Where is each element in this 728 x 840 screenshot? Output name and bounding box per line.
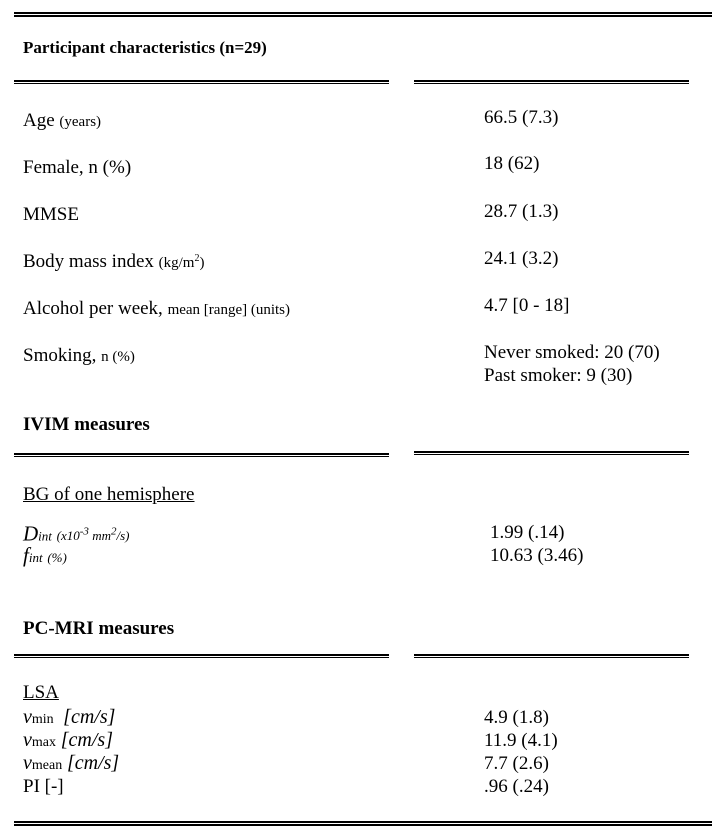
label-text: Female, n (%) bbox=[23, 157, 132, 178]
row-value-vmean: 7.7 (2.6) bbox=[484, 753, 549, 774]
row-label-female bbox=[23, 157, 131, 179]
header-rule-right bbox=[414, 80, 689, 84]
row-label-smoking bbox=[23, 345, 135, 367]
row-value-mmse: 28.7 (1.3) bbox=[484, 201, 559, 222]
label-text: Smoking, bbox=[23, 345, 97, 366]
symbol: v bbox=[23, 706, 32, 728]
header-rule-left bbox=[14, 80, 389, 84]
ivim-subheading: BG of one hemisphere bbox=[23, 484, 195, 505]
label-unit bbox=[159, 255, 205, 271]
row-label-vmax bbox=[23, 729, 113, 754]
symbol: f bbox=[23, 543, 29, 567]
section-heading-ivim: IVIM measures bbox=[23, 414, 150, 435]
label-text: MMSE bbox=[23, 204, 79, 225]
row-value-pi: .96 (.24) bbox=[484, 776, 549, 797]
unit: [-] bbox=[44, 776, 64, 797]
row-value-alcohol: 4.7 [0 - 18] bbox=[484, 295, 570, 316]
pcmri-rule-left bbox=[14, 654, 389, 658]
row-value-smoking bbox=[484, 341, 660, 387]
unit-exp2: 2 bbox=[110, 526, 117, 538]
row-label-pi bbox=[23, 775, 64, 798]
subscript: int bbox=[28, 550, 43, 565]
unit-post: /s) bbox=[116, 528, 130, 544]
smoking-past: Past smoker: 9 (30) bbox=[484, 365, 633, 386]
table-bottom-rule bbox=[14, 821, 712, 826]
row-label-fint bbox=[23, 544, 67, 569]
row-value-fint: 10.63 (3.46) bbox=[490, 545, 584, 566]
row-value-female: 18 (62) bbox=[484, 153, 540, 174]
row-label-mmse bbox=[23, 204, 79, 226]
row-value-vmax: 11.9 (4.1) bbox=[484, 730, 558, 751]
label-unit: mean [range] (units) bbox=[167, 302, 291, 318]
unit: [cm/s] bbox=[63, 706, 116, 728]
row-value-age: 66.5 (7.3) bbox=[484, 107, 559, 128]
section-heading-pcmri: PC-MRI measures bbox=[23, 618, 175, 639]
subscript: max bbox=[31, 735, 56, 750]
row-label-vmean bbox=[23, 752, 119, 777]
unit-mid: mm bbox=[88, 528, 111, 544]
unit-sup: 2 bbox=[194, 253, 200, 264]
row-label-vmin bbox=[23, 706, 115, 731]
unit bbox=[57, 528, 130, 543]
subscript: min bbox=[31, 712, 54, 727]
section-heading-participants: Participant characteristics (n=29) bbox=[23, 38, 267, 57]
row-label-alcohol bbox=[23, 298, 290, 320]
pcmri-rule-right bbox=[414, 654, 689, 658]
unit: [cm/s] bbox=[60, 729, 113, 751]
label-text: Body mass index bbox=[23, 251, 154, 272]
symbol: v bbox=[23, 729, 32, 751]
label-unit: n (%) bbox=[101, 349, 135, 365]
row-value-bmi: 24.1 (3.2) bbox=[484, 248, 559, 269]
row-value-dint: 1.99 (.14) bbox=[490, 522, 565, 543]
unit-text: (kg/m bbox=[158, 255, 195, 271]
unit-close: ) bbox=[199, 255, 205, 271]
row-label-age bbox=[23, 110, 101, 132]
label-text: Age bbox=[23, 110, 55, 131]
ivim-rule-left bbox=[14, 453, 389, 457]
unit-pre: (x10 bbox=[56, 528, 80, 544]
subscript: int bbox=[38, 528, 52, 544]
row-label-bmi bbox=[23, 251, 204, 273]
pcmri-subheading: LSA bbox=[23, 682, 59, 703]
table-top-rule bbox=[14, 12, 712, 17]
ivim-rule-right bbox=[414, 451, 689, 455]
symbol: D bbox=[23, 521, 39, 546]
label-unit: (years) bbox=[59, 114, 102, 130]
symbol: v bbox=[23, 752, 32, 774]
row-value-vmin: 4.9 (1.8) bbox=[484, 707, 549, 728]
unit: (%) bbox=[47, 550, 67, 565]
smoking-never: Never smoked: 20 (70) bbox=[484, 342, 660, 363]
unit-exp: -3 bbox=[79, 526, 89, 538]
subscript: mean bbox=[31, 758, 63, 773]
unit: [cm/s] bbox=[66, 752, 120, 774]
label-text: Alcohol per week, bbox=[23, 298, 163, 319]
symbol: PI bbox=[23, 776, 40, 797]
